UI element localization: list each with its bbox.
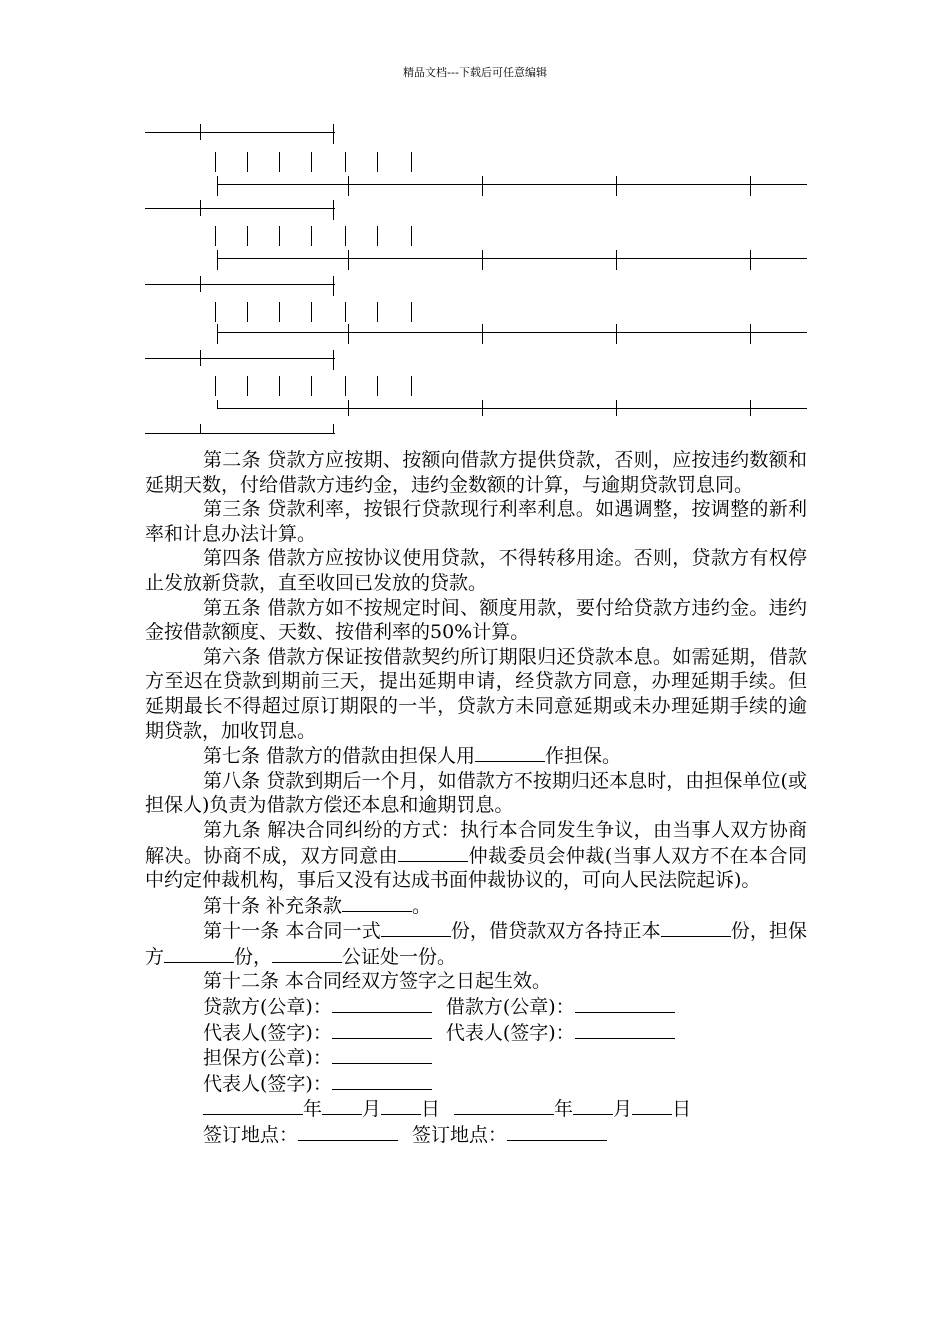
article-8: 第八条 贷款到期后一个月，如借款方不按期归还本息时，由担保单位(或担保人)负责为借款方偿还本息和逾期罚息。 [145, 769, 807, 817]
date-row: 年 月 日 年 月 日 [145, 1096, 807, 1122]
article-3: 第三条 贷款利率，按银行贷款现行利率利息。如遇调整，按调整的新利率和计息办法计算。 [145, 498, 807, 545]
article-7: 第七条 借款方的借款由担保人用 作担保。 [203, 745, 622, 768]
sign-row-1: 贷款方(公章)： 借款方(公章)： [145, 994, 807, 1020]
contract-body [145, 448, 807, 1148]
supplement-blank [342, 893, 412, 912]
page-header: 精品文档---下载后可任意编辑 [403, 66, 547, 79]
article-6: 第六条 借款方保证按借款契约所订期限归还贷款本息。如需延期，借款方至迟在贷款到期前三天，提出延期申请，经贷款方同意，办理延期手续。但延期最长不得超过原订期限的一半，贷款方未同意延期或未办理延期手续的逾期贷款，加收罚息。 [145, 645, 807, 742]
guarantee-blank [475, 743, 545, 762]
article-4: 第四条 借款方应按协议使用贷款，不得转移用途。否则，贷款方有权停止发放新贷款，直至收回已发放的贷款。 [145, 547, 807, 594]
article-9: 第九条 解决合同纠纷的方式：执行本合同发生争议，由当事人双方协商解决。协商不成，双方同意由 仲裁委员会仲裁(当事人双方不在本合同中约定仲裁机构，事后又没有达成书面仲裁协议的，可向人民法院起诉)。 [145, 818, 807, 892]
arbitration-blank [398, 843, 468, 862]
place-row: 签订地点： 签订地点： [145, 1122, 807, 1148]
article-5: 第五条 借款方如不按规定时间、额度用款，要付给贷款方违约金。违约金按借款额度、天数、按借利率的50%计算。 [145, 596, 807, 644]
repayment-schedule-table [145, 118, 810, 440]
article-11: 第十一条 本合同一式 份，借贷款双方各持正本 份，担保方 份， 公证处一份。 [145, 920, 807, 968]
sign-row-2: 代表人(签字)： 代表人(签字)： [145, 1020, 807, 1046]
sign-row-3: 担保方(公章)： [145, 1045, 807, 1071]
article-2: 第二条 贷款方应按期、按额向借款方提供贷款，否则，应按违约数额和延期天数，付给借款方违约金，违约金数额的计算，与逾期贷款罚息同。 [145, 449, 807, 496]
sign-row-4: 代表人(签字)： [145, 1071, 807, 1097]
article-10: 第十条 补充条款 。 [203, 894, 432, 917]
article-12: 第十二条 本合同经双方签字之日起生效。 [203, 970, 552, 993]
